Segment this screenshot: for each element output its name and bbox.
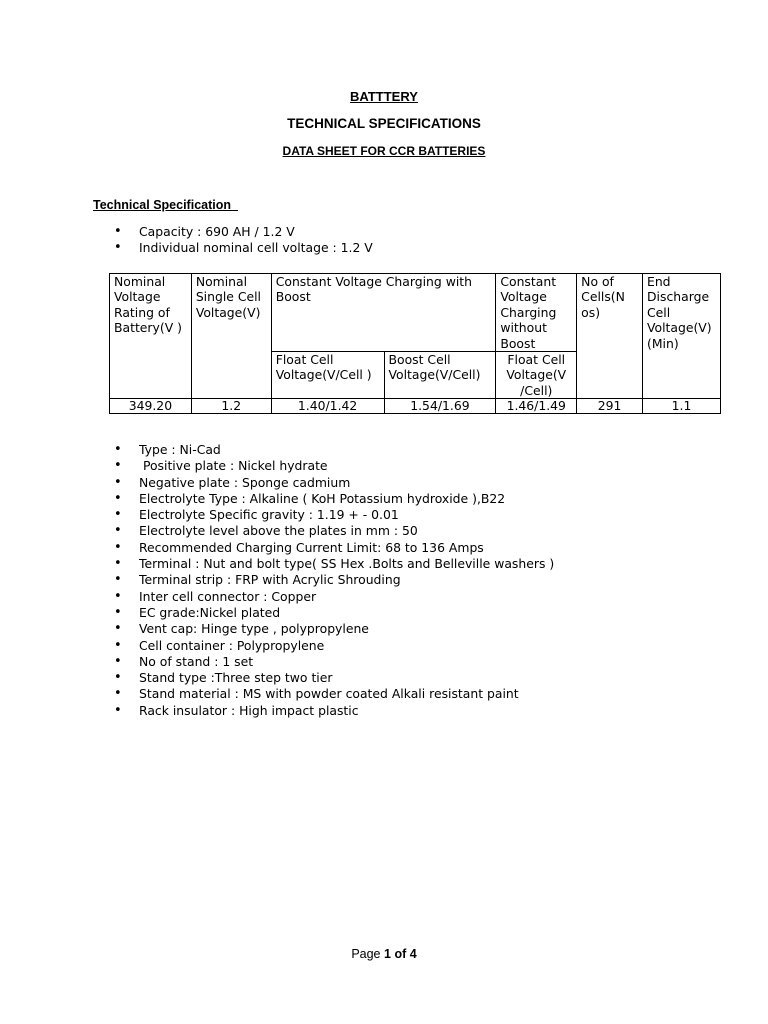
list-item: • Stand type :Three step two tier <box>114 670 734 686</box>
list-item: • Inter cell connector : Copper <box>114 589 734 605</box>
page-number <box>0 947 768 961</box>
header-boost-cell-voltage: Boost Cell Voltage(V/Cell) <box>384 352 496 399</box>
list-item: • EC grade:Nickel plated <box>114 605 734 621</box>
cell-float-cell-voltage-no-boost: 1.46/1.49 <box>496 399 577 414</box>
cell-nominal-voltage: 349.20 <box>110 399 192 414</box>
list-item: • Cell container : Polypropylene <box>114 638 734 654</box>
cell-single-cell-voltage: 1.2 <box>191 399 271 414</box>
list-item: • Recommended Charging Current Limit: 68 to 136 Amps <box>114 540 734 556</box>
cell-float-cell-voltage: 1.40/1.42 <box>271 399 384 414</box>
voltage-spec-table <box>109 273 721 414</box>
list-item: • Individual nominal cell voltage : 1.2 V <box>114 240 734 256</box>
cell-end-discharge: 1.1 <box>643 399 721 414</box>
list-item: • Rack insulator : High impact plastic <box>114 703 734 719</box>
table-row <box>110 399 721 414</box>
header-end-discharge: End Discharge Cell Voltage(V) (Min) <box>643 274 721 399</box>
header-cv-charging-without-boost: Constant Voltage Charging without Boost <box>496 274 577 352</box>
header-float-cell-voltage: Float Cell Voltage(V/Cell ) <box>271 352 384 399</box>
list-item: • Vent cap: Hinge type , polypropylene <box>114 621 734 637</box>
list-item: • Positive plate : Nickel hydrate <box>114 458 734 474</box>
list-item: • Capacity : 690 AH / 1.2 V <box>114 224 734 240</box>
cell-no-of-cells: 291 <box>577 399 643 414</box>
section-heading: Technical Specification <box>93 198 238 212</box>
intro-list <box>114 224 734 257</box>
header-cv-charging-boost: Constant Voltage Charging with Boost <box>271 274 496 352</box>
list-item: • No of stand : 1 set <box>114 654 734 670</box>
current-page: 1 <box>384 947 391 961</box>
page-word: Page <box>351 947 381 961</box>
list-item: • Electrolyte Type : Alkaline ( KoH Potassium hydroxide ),B22 <box>114 491 734 507</box>
total-pages: 4 <box>409 947 417 961</box>
cell-boost-cell-voltage: 1.54/1.69 <box>384 399 496 414</box>
list-item: • Electrolyte Specific gravity : 1.19 + - 0.01 <box>114 507 734 523</box>
of-word: of <box>394 947 407 961</box>
list-item: • Negative plate : Sponge cadmium <box>114 475 734 491</box>
data-sheet-title: DATA SHEET FOR CCR BATTERIES <box>282 144 486 158</box>
list-item: • Terminal : Nut and bolt type( SS Hex .Bolts and Belleville washers ) <box>114 556 734 572</box>
header-no-of-cells: No of Cells(N os) <box>577 274 643 399</box>
list-item: • Electrolyte level above the plates in mm : 50 <box>114 523 734 539</box>
header-nominal-voltage: Nominal Voltage Rating of Battery(V ) <box>110 274 192 399</box>
document-subtitle: TECHNICAL SPECIFICATIONS <box>287 116 481 131</box>
header-float-cell-voltage-no-boost: Float Cell Voltage(V /Cell) <box>496 352 577 399</box>
header-single-cell-voltage: Nominal Single Cell Voltage(V) <box>191 274 271 399</box>
document-title: BATTTERY <box>350 89 418 104</box>
list-item: • Terminal strip : FRP with Acrylic Shrouding <box>114 572 734 588</box>
list-item: • Stand material : MS with powder coated Alkali resistant paint <box>114 686 734 702</box>
spec-list <box>114 442 734 719</box>
list-item: • Type : Ni-Cad <box>114 442 734 458</box>
